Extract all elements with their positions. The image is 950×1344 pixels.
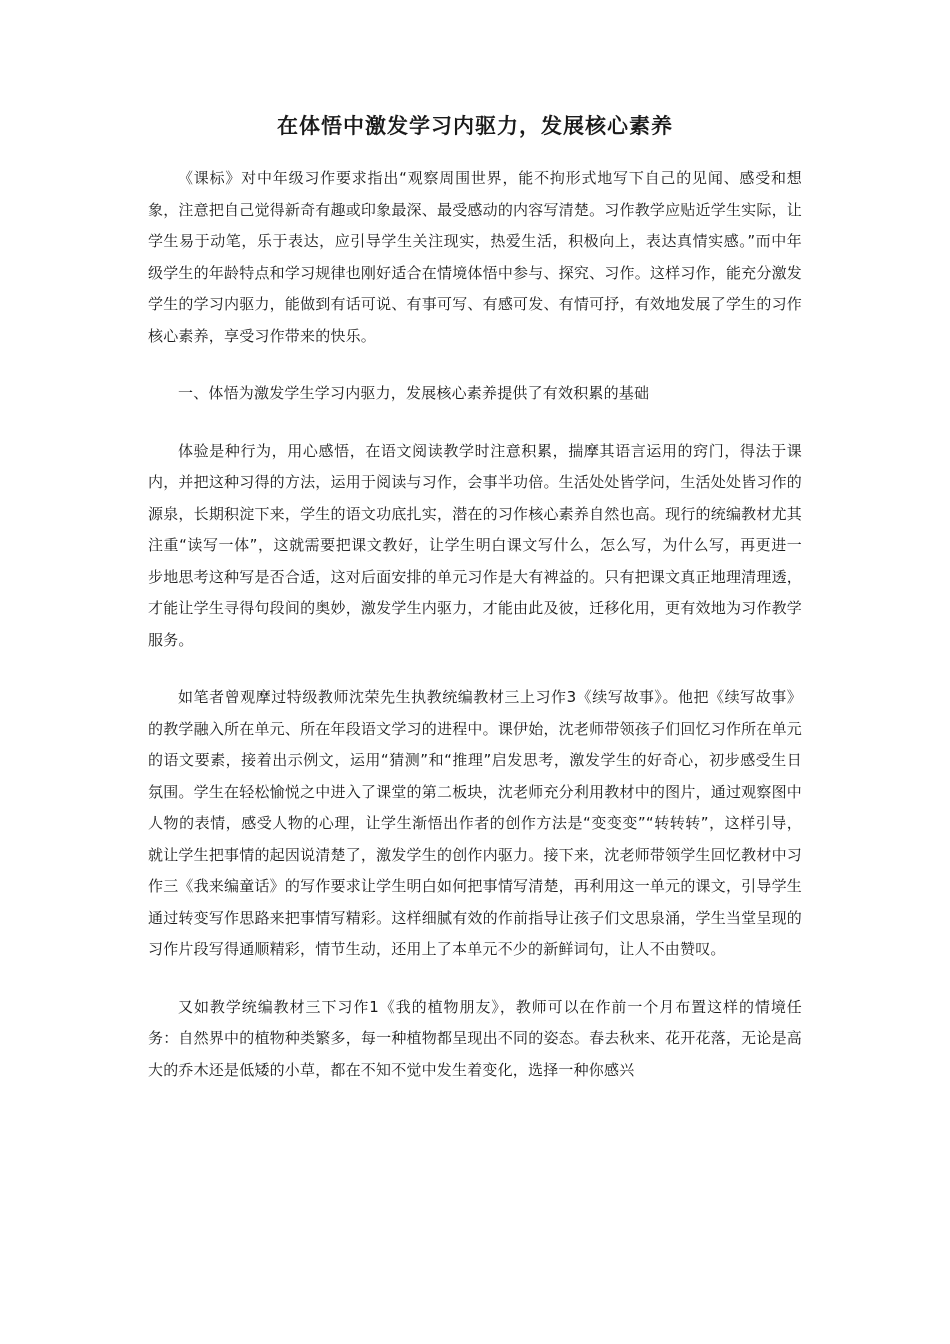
paragraph-example-1: 如笔者曾观摩过特级教师沈荣先生执教统编教材三上习作3《续写故事》。他把《续写故事》的教学融入所在单元、所在年段语文学习的进程中。课伊始，沈老师带领孩子们回忆习作所在单元的语文要素，接着出示例文，运用“猜测”和“推理”启发思考，激发学生的好奇心，初步感受生日氛围。学生在轻松愉悦之中进入了课堂的第二板块，沈老师充分利用教材中的图片，通过观察图中人物的表情，感受人物的心理，让学生渐悟出作者的创作方法是“变变变”“转转转”，这样引导，就让学生把事情的起因说清楚了，激发学生的创作内驱力。接下来，沈老师带领学生回忆教材中习作三《我来编童话》的写作要求让学生明白如何把事情写清楚，再利用这一单元的课文，引导学生通过转变写作思路来把事情写精彩。这样细腻有效的作前指导让孩子们文思泉涌，学生当堂呈现的习作片段写得通顺精彩，情节生动，还用上了本单元不少的新鲜词句，让人不由赞叹。 — [148, 688, 802, 958]
paragraph-intro: 《课标》对中年级习作要求指出“观察周围世界，能不拘形式地写下自己的见闻、感受和想象，注意把自己觉得新奇有趣或印象最深、最受感动的内容写清楚。习作教学应贴近学生实际，让学生易于动笔，乐于表达，应引导学生关注现实，热爱生活，积极向上，表达真情实感。”而中年级学生的年龄特点和学习规律也刚好适合在情境体悟中参与、探究、习作。这样习作，能充分激发学生的学习内驱力，能做到有话可说、有事可写、有感可发、有情可抒，有效地发展了学生的习作核心素养，享受习作带来的快乐。 — [148, 169, 802, 345]
paragraph-experience: 体验是种行为，用心感悟，在语文阅读教学时注意积累，揣摩其语言运用的窍门，得法于课内，并把这种习得的方法，运用于阅读与习作，会事半功倍。生活处处皆学问，生活处处皆习作的源泉，长期积淀下来，学生的语文功底扎实，潜在的习作核心素养自然也高。现行的统编教材尤其注重“读写一体”，这就需要把课文教好，让学生明白课文写什么，怎么写，为什么写，再更进一步地思考这种写是否合适，这对后面安排的单元习作是大有裨益的。只有把课文真正地理清理透，才能让学生寻得句段间的奥妙，激发学生内驱力，才能由此及彼，迁移化用，更有效地为习作教学服务。 — [148, 441, 802, 649]
document-body — [148, 163, 802, 1112]
section-heading-1: 一、体悟为激发学生学习内驱力，发展核心素养提供了有效积累的基础 — [178, 384, 650, 402]
document-title: 在体悟中激发学习内驱力，发展核心素养 — [277, 113, 673, 138]
paragraph-example-2: 又如教学统编教材三下习作1《我的植物朋友》，教师可以在作前一个月布置这样的情境任务：自然界中的植物种类繁多，每一种植物都呈现出不同的姿态。春去秋来、花开花落，无论是高大的乔木还是低矮的小草，都在不知不觉中发生着变化，选择一种你感兴 — [148, 997, 802, 1079]
